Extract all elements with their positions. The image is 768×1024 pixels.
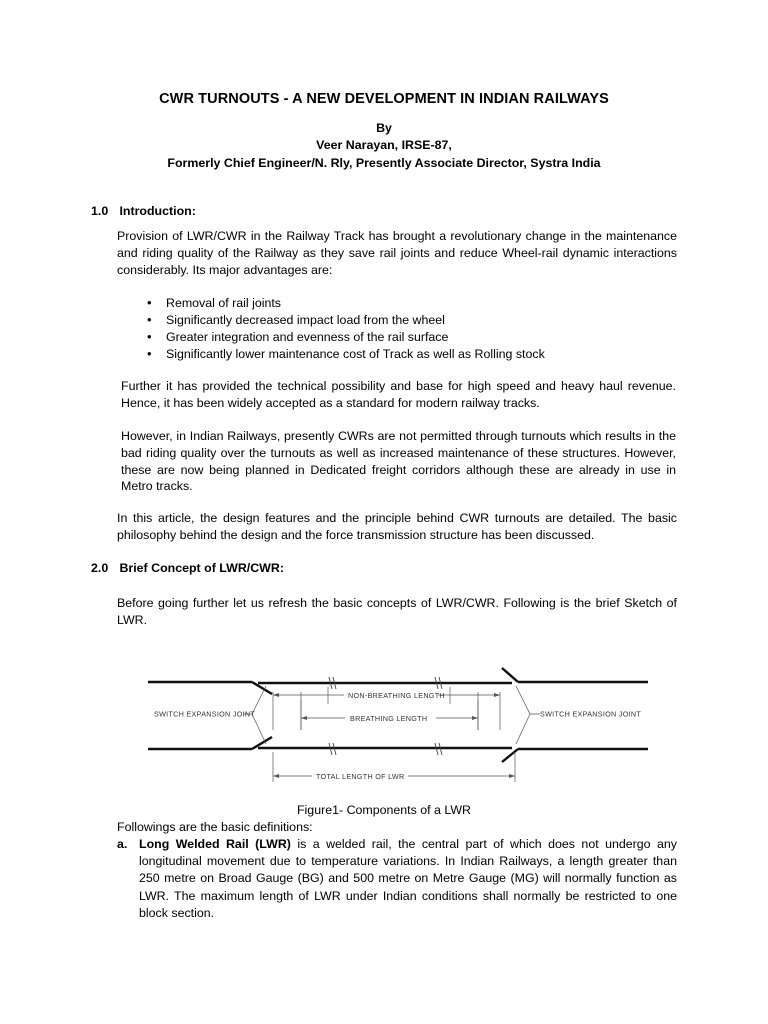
arrowheads xyxy=(273,693,515,778)
definition-body xyxy=(139,836,677,922)
label-total-length: TOTAL LENGTH OF LWR xyxy=(316,772,405,781)
switch-tongue-icon xyxy=(502,668,518,682)
intro-paragraph-4: In this article, the design features and the principle behind CWR turnouts are detailed. The basic philosophy behind the design and the force transmission structure has been discussed. xyxy=(117,511,677,542)
dimension-lines xyxy=(273,695,515,776)
switch-tongue-icon xyxy=(502,749,518,762)
definitions-intro: Followings are the basic definitions: xyxy=(117,820,313,834)
section-heading-introduction xyxy=(91,203,196,220)
section-title: Introduction: xyxy=(119,204,196,218)
label-switch-left: SWITCH EXPANSION JOINT xyxy=(154,709,256,719)
author-by: By xyxy=(376,121,392,135)
dimension-markers xyxy=(273,687,515,782)
section-number: 1.0 xyxy=(91,204,109,218)
lwr-sketch-figure xyxy=(148,652,648,794)
section-heading-concept xyxy=(91,560,284,577)
intro-paragraph-2: Further it has provided the technical possibility and base for high speed and heavy haul revenue. Hence, it has been widely accepted as a standard for modern railway tracks. xyxy=(121,379,676,410)
list-item: • Removal of rail joints xyxy=(147,295,545,312)
list-item: • Greater integration and evenness of the rail surface xyxy=(147,329,545,346)
definition-letter: a. xyxy=(117,837,128,851)
definition-text: is a welded rail, the central part of which does not undergo any longitudinal movement due to temperature variations. In Indian Railways, a length greater than 250 metre on Broad Gauge (BG) and 500 metre on Metre Gauge (MG) will normally function as LWR. The maximum length of LWR under Indian conditions shall normally be restricted to one block section. xyxy=(139,837,677,920)
author-affiliation: Formerly Chief Engineer/N. Rly, Presently Associate Director, Systra India xyxy=(167,156,601,170)
label-non-breathing: NON-BREATHING LENGTH xyxy=(348,691,445,700)
intro-paragraph-3: However, in Indian Railways, presently CWRs are not permitted through turnouts which results in the bad riding quality over the turnouts as well as increased maintenance of these structures. However, these are now being planned in Dedicated freight corridors although these are already in use in Metro tracks. xyxy=(121,429,676,494)
paper-title: CWR TURNOUTS - A NEW DEVELOPMENT IN INDIAN RAILWAYS xyxy=(159,91,609,107)
concept-paragraph-1: Before going further let us refresh the basic concepts of LWR/CWR. Following is the brief Sketch of LWR. xyxy=(117,596,677,627)
section-title: Brief Concept of LWR/CWR: xyxy=(119,561,284,575)
list-item: • Significantly lower maintenance cost of Track as well as Rolling stock xyxy=(147,346,545,363)
definition-item xyxy=(117,836,677,922)
author-name: Veer Narayan, IRSE-87, xyxy=(316,138,452,152)
section-number: 2.0 xyxy=(91,561,109,575)
label-switch-right: SWITCH EXPANSION JOINT xyxy=(540,709,642,719)
intro-paragraph-1: Provision of LWR/CWR in the Railway Track has brought a revolutionary change in the maintenance and riding quality of the Railway as they save rail joints and reduce Wheel-rail dynamic interactions considerably. Its major advantages are: xyxy=(117,229,677,277)
definition-term: Long Welded Rail (LWR) xyxy=(139,837,291,851)
advantages-list xyxy=(147,295,545,363)
label-breathing: BREATHING LENGTH xyxy=(350,714,428,723)
figure-caption: Figure1- Components of a LWR xyxy=(296,803,471,817)
list-item: • Significantly decreased impact load from the wheel xyxy=(147,312,545,329)
